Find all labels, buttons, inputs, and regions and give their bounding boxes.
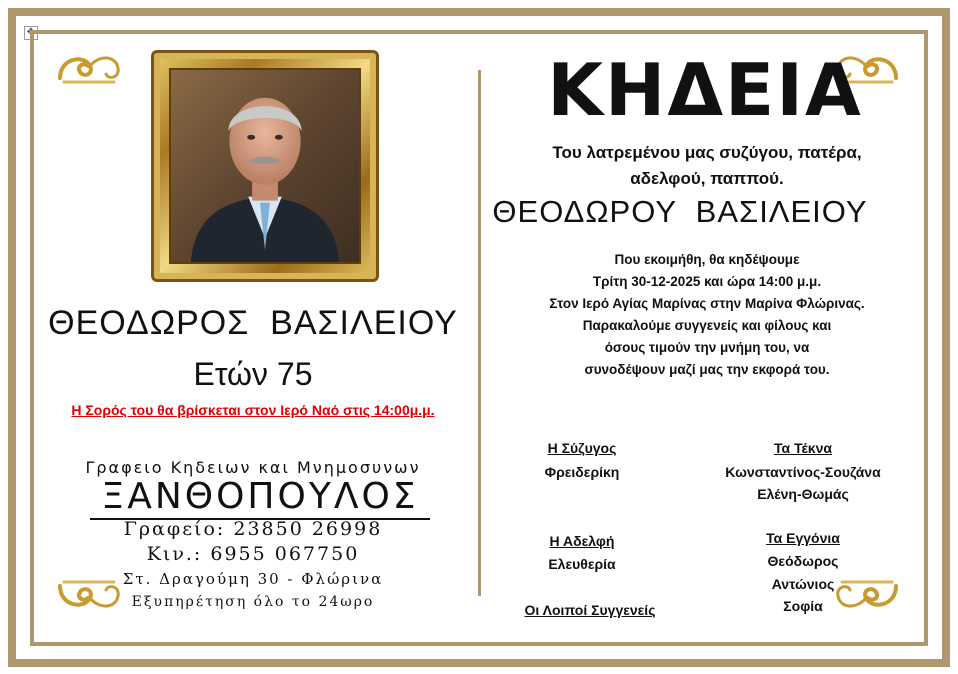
grandchildren-label: Τα Εγγόνια [766,530,840,546]
coffin-notice: Η Σορός του θα βρίσκεται στον Ιερό Ναό στις 14:00μ.μ. [71,402,435,418]
column-divider [478,70,481,596]
announcement-line: Στον Ιερό Αγίας Μαρίνας στην Μαρίνα Φλώρινας. [549,296,865,311]
gold-swirl-ornament-icon [54,48,122,88]
intro-line: Του λατρεμένου μας συζύγου, πατέρα, [552,143,862,162]
spouse-name: Φρειδερίκη [544,464,620,480]
child-name: Κωνσταντίνος-Σουζάνα [725,464,881,480]
age: Ετών 75 [193,356,313,392]
announcement-line: Τρίτη 30-12-2025 και ώρα 14:00 μ.μ. [592,274,822,289]
child-name: Ελένη-Θωμάς [757,486,849,502]
announcement-line: Παρακαλούμε συγγενείς και φίλους και [582,318,832,333]
announcement-line: όσους τιμούν την μνήμη του, να [604,340,810,355]
children-label: Τα Τέκνα [773,440,833,456]
office-phone: Γραφείο: 23850 26998 [123,518,383,540]
funeral-home-brand: ΞΑΝΘΟΠΟΥΛΟΣ [90,476,430,520]
grandchild-name: Σοφία [783,598,823,614]
funeral-office-heading: Γραφειο Κηδειων και Μνημοσυνων [85,458,421,477]
announcement-line: Που εκοιμήθη, θα κηδέψουμε [614,252,800,267]
portrait-photo [169,68,361,264]
intro-line: αδελφού, παππού. [630,169,784,188]
table-move-handle[interactable]: ✥ [24,26,38,40]
office-address: Στ. Δραγούμη 30 - Φλώρινα [122,570,384,588]
other-relatives-label: Οι Λοιποί Συγγενείς [524,602,656,618]
deceased-name: ΘΕΟΔΩΡΟΣ ΒΑΣΙΛΕΙΟΥ [48,304,458,342]
deceased-name-genitive: ΘΕΟΔΩΡΟΥ ΒΑΣΙΛΕΙΟΥ [492,194,868,229]
sister-name: Ελευθερία [548,556,616,572]
portrait-frame [151,50,379,282]
grandchild-name: Αντώνιος [771,576,835,592]
service-hours: Εξυπηρέτηση όλο το 24ωρο [131,594,375,610]
announcement-line: συνοδέψουν μαζί μας την εκφορά του. [584,362,830,377]
mobile-phone: Κιν.: 6955 067750 [146,543,360,565]
spouse-label: Η Σύζυγος [547,440,617,456]
sister-label: Η Αδελφή [549,533,615,549]
grandchild-name: Θεόδωρος [767,553,839,569]
page-title: ΚΗΔΕΙΑ [547,48,863,132]
